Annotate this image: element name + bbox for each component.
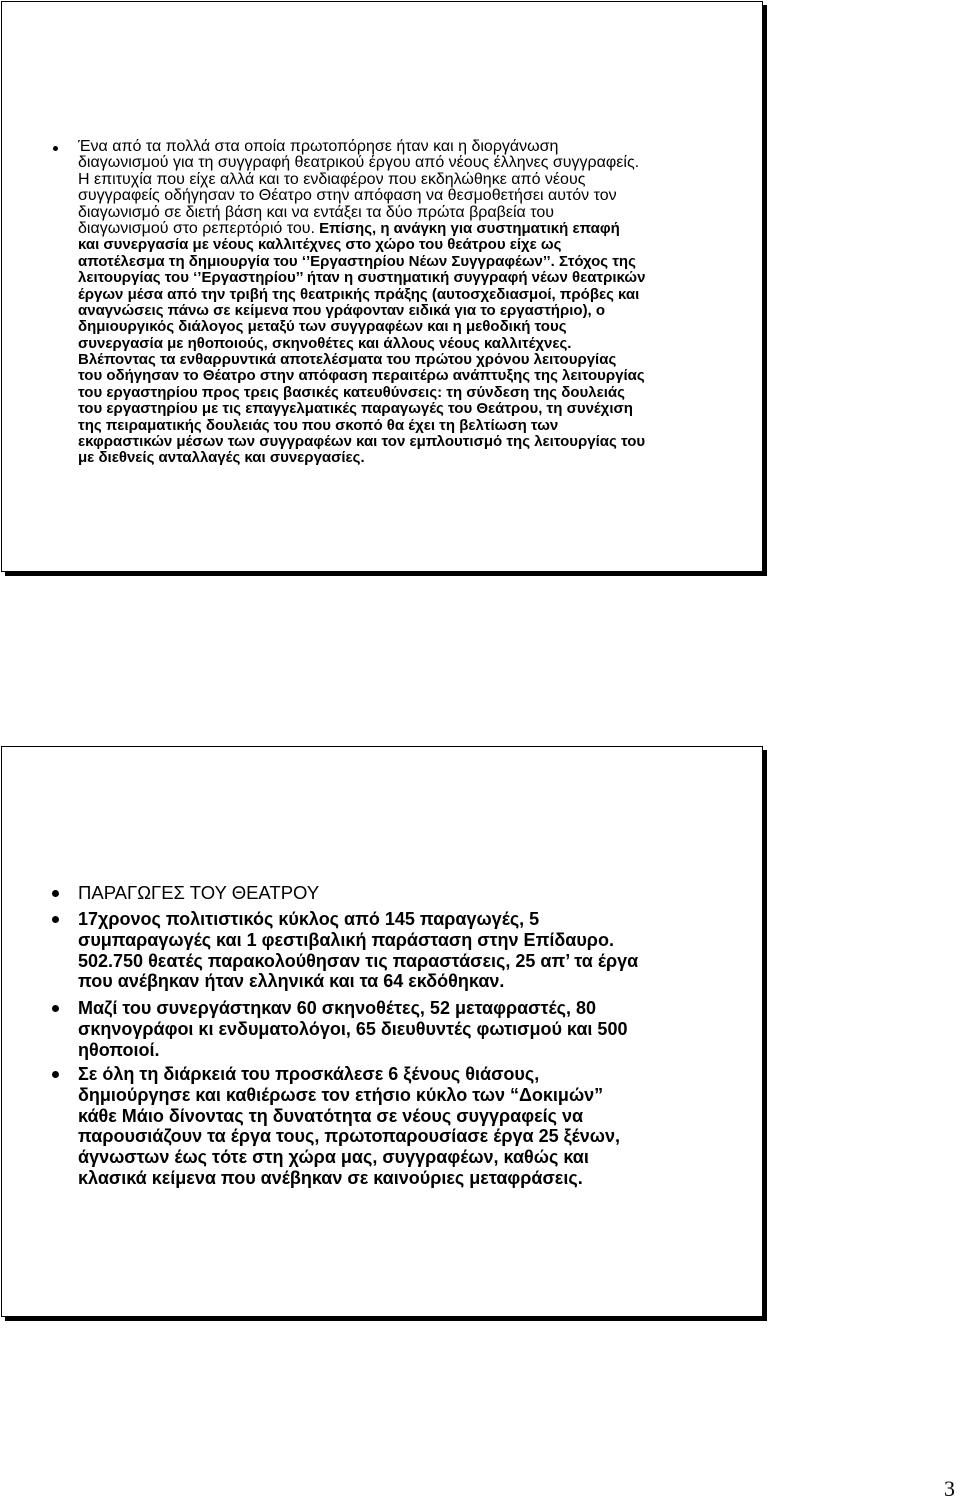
line-text-bold: έργων μέσα από την τριβή της θεατρικής πράξης (αυτοσχεδιασμοί, πρόβες και bbox=[78, 285, 640, 303]
line-text-bold: δημιουργικός διάλογος μεταξύ των συγγραφέων και η μεθοδική τους bbox=[78, 318, 567, 336]
line-text-bold: του οδήγησαν το Θέατρο στην απόφαση περαιτέρω ανάπτυξης της λειτουργίας bbox=[78, 367, 645, 385]
paragraph-line bbox=[78, 303, 645, 319]
item-line: 502.750 θεατές παρακολούθησαν τις παραστάσεις, 25 απ’ τα έργα bbox=[78, 950, 639, 971]
item-line: άγνωστων έως τότε στη χώρα μας, συγγραφέων, καθώς και bbox=[78, 1147, 589, 1168]
paragraph-line bbox=[78, 450, 645, 466]
section-heading: ΠΑΡΑΓΩΓΕΣ ΤΟΥ ΘΕΑΤΡΟΥ bbox=[78, 882, 320, 903]
line-text: συγγραφείς οδήγησαν το Θέατρο στην απόφαση να θεσμοθετήσει αυτόν τον bbox=[78, 187, 617, 205]
slide-1-paragraph bbox=[78, 139, 645, 467]
bullet-item-foreign-troupes bbox=[52, 1064, 620, 1189]
paragraph-line bbox=[78, 155, 645, 171]
paragraph-line bbox=[78, 221, 645, 237]
bullet-icon bbox=[52, 1005, 59, 1012]
item-line: σκηνογράφοι κι ενδυματολόγοι, 65 διευθυντές φωτισμού και 500 bbox=[78, 1018, 628, 1039]
paragraph-line bbox=[78, 139, 645, 155]
paragraph-line bbox=[78, 352, 645, 368]
line-text-bold: με διεθνείς ανταλλαγές και συνεργασίες. bbox=[78, 449, 365, 467]
paragraph-line bbox=[78, 237, 645, 253]
line-text-bold: της πειραματικής δουλειάς του που σκοπό θα έχει τη βελτίωση των bbox=[78, 416, 559, 434]
item-line: ηθοποιοί. bbox=[78, 1039, 160, 1060]
paragraph-line bbox=[78, 401, 645, 417]
line-text-bold: του εργαστηρίου προς τρεις βασικές κατευθύνσεις: τη σύνδεση της δουλειάς bbox=[78, 383, 625, 401]
line-text-bold: αποτέλεσμα τη δημιουργία του ‘’Εργαστηρίου Νέων Συγγραφέων’’. Στόχος της bbox=[78, 252, 636, 270]
bullet-icon bbox=[53, 146, 58, 151]
paragraph-line bbox=[78, 172, 645, 188]
item-line: Μαζί του συνεργάστηκαν 60 σκηνοθέτες, 52 μεταφραστές, 80 bbox=[78, 998, 597, 1018]
item-line: παρουσιάζουν τα έργα τους, πρωτοπαρουσίασε έργα 25 ξένων, bbox=[78, 1126, 620, 1147]
line-text: διαγωνισμού στο ρεπερτόριό του. bbox=[78, 219, 315, 237]
line-text-bold: και συνεργασία με νέους καλλιτέχνες στο χώρο του θεάτρου είχε ως bbox=[78, 236, 562, 254]
bullet-item-cycle-stats bbox=[52, 909, 638, 992]
line-text-bold: λειτουργίας του ‘’Εργαστηρίου’’ ήταν η συστηματική συγγραφή νέων θεατρικών bbox=[78, 269, 646, 287]
line-text-bold: Βλέποντας τα ενθαρρυντικά αποτελέσματα του πρώτου χρόνου λειτουργίας bbox=[78, 351, 617, 369]
line-text-bold: αναγνώσεις πάνω σε κείμενα που γράφονταν ειδικά για το εργαστήριο), ο bbox=[78, 301, 606, 319]
line-text-bold: συνεργασία με ηθοποιούς, σκηνοθέτες και άλλους νέους καλλιτέχνες. bbox=[78, 334, 572, 352]
paragraph-line bbox=[78, 385, 645, 401]
paragraph-line bbox=[78, 368, 645, 384]
bullet-item-productions-heading bbox=[52, 883, 319, 904]
paragraph-line bbox=[78, 418, 645, 434]
paragraph-line bbox=[78, 188, 645, 204]
bullet-item-collaborators bbox=[52, 998, 627, 1060]
item-line: Σε όλη τη διάρκειά του προσκάλεσε 6 ξένους θιάσους, bbox=[78, 1064, 540, 1084]
paragraph-line bbox=[78, 254, 645, 270]
line-text-bold: του εργαστηρίου με τις επαγγελματικές παραγωγές του Θεάτρου, τη συνέχιση bbox=[78, 400, 633, 418]
item-line: 17χρονος πολιτιστικός κύκλος από 145 παραγωγές, 5 bbox=[78, 909, 540, 929]
item-line: κάθε Μάιο δίνοντας τη δυνατότητα σε νέους συγγραφείς να bbox=[78, 1105, 584, 1126]
line-text-bold: Επίσης, η ανάγκη για συστηματική επαφή bbox=[314, 219, 620, 237]
line-text: Η επιτυχία που είχε αλλά και το ενδιαφέρον που εκδηλώθηκε από νέους bbox=[78, 170, 586, 188]
bullet-icon bbox=[52, 890, 59, 897]
paragraph-line bbox=[78, 434, 645, 450]
bullet-icon bbox=[52, 916, 59, 923]
paragraph-line bbox=[78, 270, 645, 286]
item-line: κλασικά κείμενα που ανέβηκαν σε καινούριες μεταφράσεις. bbox=[78, 1167, 583, 1188]
paragraph-line bbox=[78, 319, 645, 335]
paragraph-line bbox=[78, 287, 645, 303]
paragraph-line bbox=[78, 336, 645, 352]
item-line: που ανέβηκαν ήταν ελληνικά και τα 64 εκδόθηκαν. bbox=[78, 971, 505, 992]
paragraph-line bbox=[78, 205, 645, 221]
line-text: Ένα από τα πολλά στα οποία πρωτοπόρησε ήταν και η διοργάνωση bbox=[78, 138, 559, 155]
item-line: συμπαραγωγές και 1 φεστιβαλική παράσταση στην Επίδαυρο. bbox=[78, 929, 614, 950]
line-text: διαγωνισμό σε διετή βάση και να εντάξει τα δύο πρώτα βραβεία του bbox=[78, 203, 554, 221]
item-line: δημιούργησε και καθιέρωσε τον ετήσιο κύκλο των “Δοκιμών” bbox=[78, 1084, 604, 1105]
bullet-icon bbox=[52, 1071, 59, 1078]
line-text-bold: εκφραστικών μέσων των συγγραφέων και τον εμπλουτισμό της λειτουργίας του bbox=[78, 433, 646, 451]
line-text: διαγωνισμού για τη συγγραφή θεατρικού έργου από νέους έλληνες συγγραφείς. bbox=[78, 154, 640, 172]
page-number: 3 bbox=[944, 1476, 955, 1501]
